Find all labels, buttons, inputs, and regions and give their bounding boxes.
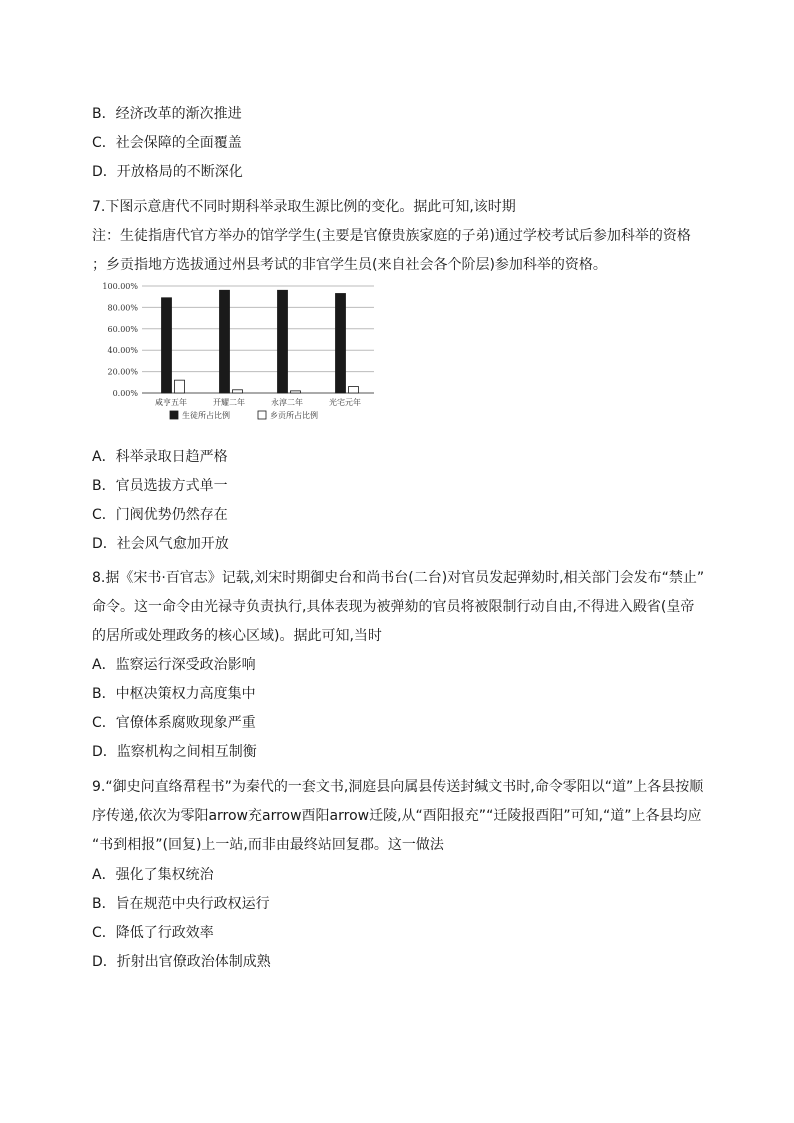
q7-bar-chart [92,278,392,438]
bar-xianggong [291,391,301,393]
bar-shengtu [220,290,230,393]
bar-shengtu [162,298,172,393]
q7-note-line2: ；乡贡指地方选拔通过州县考试的非官学生员(来自社会各个阶层)参加科举的资格。 [92,257,607,273]
q9-option-a: A．强化了集权统治 [92,867,214,883]
q8-option-c: C．官僚体系腐败现象严重 [92,715,256,731]
q9-option-b: B．旨在规范中央行政权运行 [92,896,270,912]
x-tick-label: 开耀二年 [213,398,245,407]
bar-xianggong [233,390,243,393]
bar-xianggong [349,387,359,393]
q9-stem-line2: 序传递,依次为零阳arrow充arrow酉阳arrow迁陵,从“酉阳报充”“迁陵报酉阳”可知,“道”上各县均应 [92,808,702,824]
q8-option-a: A．监察运行深受政治影响 [92,657,256,673]
q7-note-line1: 注：生徒指唐代官方举办的馆学学生(主要是官僚贵族家庭的子弟)通过学校考试后参加科举的资格 [92,228,691,244]
q8-stem-line1: 8.据《宋书·百官志》记载,刘宋时期御史台和尚书台(二台)对官员发起弹劾时,相关部门会发布“禁止” [92,570,705,586]
x-tick-label: 光宅元年 [329,398,361,407]
q8-stem-line2: 命令。这一命令由光禄寺负责执行,具体表现为被弹劾的官员将被限制行动自由,不得进入殿省(皇帝 [92,599,695,615]
q8-option-d: D．监察机构之间相互制衡 [92,744,257,760]
q7-option-b: B．官员选拔方式单一 [92,478,228,494]
q9-stem-line1: 9.“御史问直络帬程书”为秦代的一套文书,洞庭县向属县传送封缄文书时,命令零阳以“道”上各县按顺 [92,779,704,795]
y-tick-label: 80.00% [107,303,138,313]
y-tick-label: 100.00% [102,282,138,291]
bar-shengtu [278,290,288,393]
q9-stem-line3: “书到相报”(回复)上一站,而非由最终站回复郡。这一做法 [92,837,444,853]
bar-xianggong [175,380,185,393]
q7-option-c: C．门阀优势仍然存在 [92,507,228,523]
x-tick-label: 咸亨五年 [155,398,187,407]
y-tick-label: 0.00% [112,389,138,398]
q6-option-d: D．开放格局的不断深化 [92,164,243,180]
y-tick-label: 60.00% [107,324,138,334]
legend-swatch [258,411,266,419]
q7-option-a: A．科举录取日趋严格 [92,449,228,465]
q7-stem: 7.下图示意唐代不同时期科举录取生源比例的变化。据此可知,该时期 [92,199,516,215]
q9-option-c: C．降低了行政效率 [92,925,214,941]
q8-stem-line3: 的居所或处理政务的核心区域)。据此可知,当时 [92,628,382,644]
legend-label: 乡贡所占比例 [270,411,318,420]
y-tick-label: 20.00% [107,367,138,377]
q8-option-b: B．中枢决策权力高度集中 [92,686,256,702]
q7-option-d: D．社会风气愈加开放 [92,536,229,552]
chart-svg [92,278,392,438]
x-tick-label: 永淳二年 [271,398,303,407]
q9-option-d: D．折射出官僚政治体制成熟 [92,954,271,970]
y-tick-label: 40.00% [107,346,138,356]
legend-label: 生徒所占比例 [182,411,230,420]
bar-shengtu [336,293,346,393]
legend-swatch [170,411,178,419]
q6-option-c: C．社会保障的全面覆盖 [92,135,242,151]
q6-option-b: B．经济改革的渐次推进 [92,106,242,122]
